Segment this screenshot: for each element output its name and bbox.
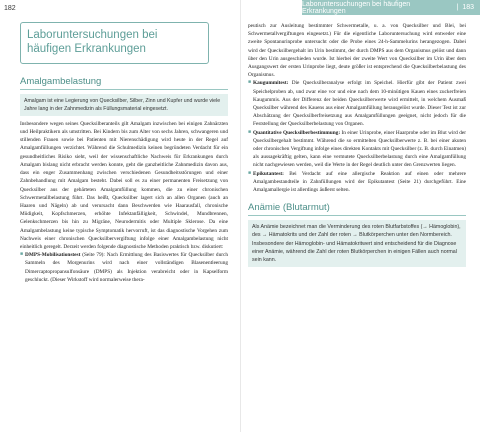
bullet-square-icon: ■ [248,170,252,176]
right-body [248,22,466,194]
left-column [20,22,228,284]
epikutantest-label: Epikutantest: [253,170,284,177]
bullet-square-icon: ■ [20,252,24,258]
bullet-square-icon: ■ [248,80,252,86]
kaugummitest-label: Kaugummitest: [253,80,289,87]
running-header [302,0,480,15]
list-item-epikutantest [248,170,466,195]
quantitative-text: In einer Urinprobe, einer Haarprobe oder im Blut wird der Quecksilbergehalt bestimmt. Während die so ermittelten Quecksilberwerte z. B. bei einer akuten oder chronischen Vergiftung infolge eines direkten Kontakts mit Quecksilber (z. B. durch Einatmen) als aussagekräftig gelten, kann eine vermutete Quecksilberbelastung durch eine Amalgamfüllung nicht nachgewiesen werden, weil die Werte in der Regel deutlich unter den Grenzwerten liegen. [253,129,466,169]
section-title-amalgam: Amalgambelastung [20,76,228,90]
amalgam-body [20,120,228,284]
anemia-text: Als Anämie bezeichnet man die Verminderung des roten Blutfarbstoffes (→ Hämoglobin), des → Hämatokrits und der Zahl der roten → Blutkörperchen unter den Normbereich. Insbesondere der Hämoglobin- und Hämatokritwert sind entscheidend für die Diagnose einer Anämie, während die Zahl der roten Blutkörperchen in einigen Fällen auch normal sein kann. [248,220,466,267]
page-gutter [240,0,241,432]
bullet-square-icon: ■ [248,129,252,135]
epikutantest-text: Bei Verdacht auf eine allergische Reaktion auf einen oder mehrere Amalgambestandteile in Zahnfüllungen wird der Epikutantest (Seite 21) durchgeführt. Eine Amalgamallergie ist allerdings äußerst selten. [253,170,466,194]
amalgam-body-paragraph: Insbesondere wegen seines Quecksilberanteils gilt Amalgam inzwischen bei einigen Zahnärzten und Heilpraktikern als umstritten. Bei Kindern bis zum Alter von sechs Jahren, schwangeren und stillenden Frauen sowie bei Patienten mit Nierenschädigung wird heute in der Regel auf Amalgamfüllungen verzichtet. Während die Schulmedizin keinen begründeten Verdacht für ein gesundheitliches Risiko sieht, weil der wissenschaftliche Nachweis für Erkrankungen durch Amalgam bislang nicht erbracht werden konnte, geht die ganzheitliche Zahnmedizin davon aus, dass ein enger Zusammenhang zwischen verschiedenen Gesundheitsstörungen und einer Zahnbehandlung mit Amalgam besteht. Dabei soll es zu einer permanenten Freisetzung von Quecksilber aus der gebärteten Amalgamfüllung kommen, die zu einer chronischen Schwermetallbelastung führt. Das heißt, Quecksilber lagert sich an allen Organen (auch an Haaren und Nägeln) ab und verursacht dann Beschwerden wie Haarausfall, chronische Müdigkeit, Kopfschmerzen, erhöhte Infektanfälligkeit, Schwindel, Mundbrennen, Gelenkschmerzen bis hin zu Migräne, Neurodermitis oder Multiple Sklerose. Da eine Amalgambelastung keine typische Symptomatik hervorruft, ist das diagnostische Vorgehen zum Nachweis einer chronischen Quecksilbervergiftung infolge einer Amalgambelastung nicht einheitlich geregelt. Derzeit werden folgende diagnostische Methoden praktisch bzw. diskutiert: [20,120,228,250]
chapter-title: Laboruntersuchungen bei häufigen Erkrankungen [20,22,209,64]
kaugummitest-text: Die Quecksilberanalyse erfolgt im Speichel. Hierfür gibt der Patient zwei Speichelproben ab, und zwar eine vor und eine nach dem 10-minütigen Kauen eines zuckerfreien Kaugummis. Aus der Differenz der beiden Quecksilberwerte wird ermittelt, in welchem Ausmaß Quecksilber während des Kauens aus einer Amalgamfüllung herausgelöst wurde. Dieser Test ist zur Abschätzung der Quecksilberfreisetzung aus Amalgamfüllungen geeignet, nicht jedoch für die Feststellung der Quecksilberbelastung von Organen. [253,80,466,128]
quantitative-label: Quantitative Quecksilberbestimmung: [253,129,341,136]
running-header-title: Laboruntersuchungen bei häufigen Erkrankungen [302,0,411,15]
amalgam-intro: Amalgam ist eine Legierung von Quecksilber, Silber, Zinn und Kupfer und wurde viele Jahre lang in der Zahnmedizin als Füllungsmaterial eingesetzt. [20,94,228,116]
dmps-text: (Seite 79): Nach Ermittlung des Basiswertes für Quecksilber durch Sammeln des Morgenurins wird nach einer vollständigen Blasenentleerung Dimercaptopropansulfonsäure (DMPS) als Injektion verabreicht oder in Kapselform geschluckt. (Dieser Wirkstoff wird normalerweise thera- [25,252,228,283]
page-number-left: 182 [4,5,16,12]
dmps-label: DMPS-Mobilisationstest [25,252,81,259]
list-item-quantitative [248,129,466,170]
right-column [248,22,466,267]
list-item-kaugummitest [248,79,466,128]
page-number-right: 183 [462,4,474,11]
list-item-dmps [20,251,228,284]
section-title-anemia: Anämie (Blutarmut) [248,202,466,216]
header-separator: | [456,4,459,11]
dmps-continuation: peutisch zur Ausleitung bestimmter Schwermetalle, u. a. von Quecksilber und Blei, bei Schwermetallvergiftungen eingesetzt.) Für die eigentliche Laboruntersuchung wird entweder eine zweite Spontanurinprobe untersucht oder die Probe eines 24-h-Sammelurins herangezogen. Dabei wird der Quecksilbergehalt im Urin bestimmt, der durch DMPS aus dem Organismus gelöst und dann über den Urin ausgeschieden wurde. Ist hierbei der zweite Wert von Quecksilber im Urin über dem Ausgangswert der ersten Urinprobe liegt, deute größer ist entsprechend die Quecksilberbelastung des Organismus. [248,23,466,79]
